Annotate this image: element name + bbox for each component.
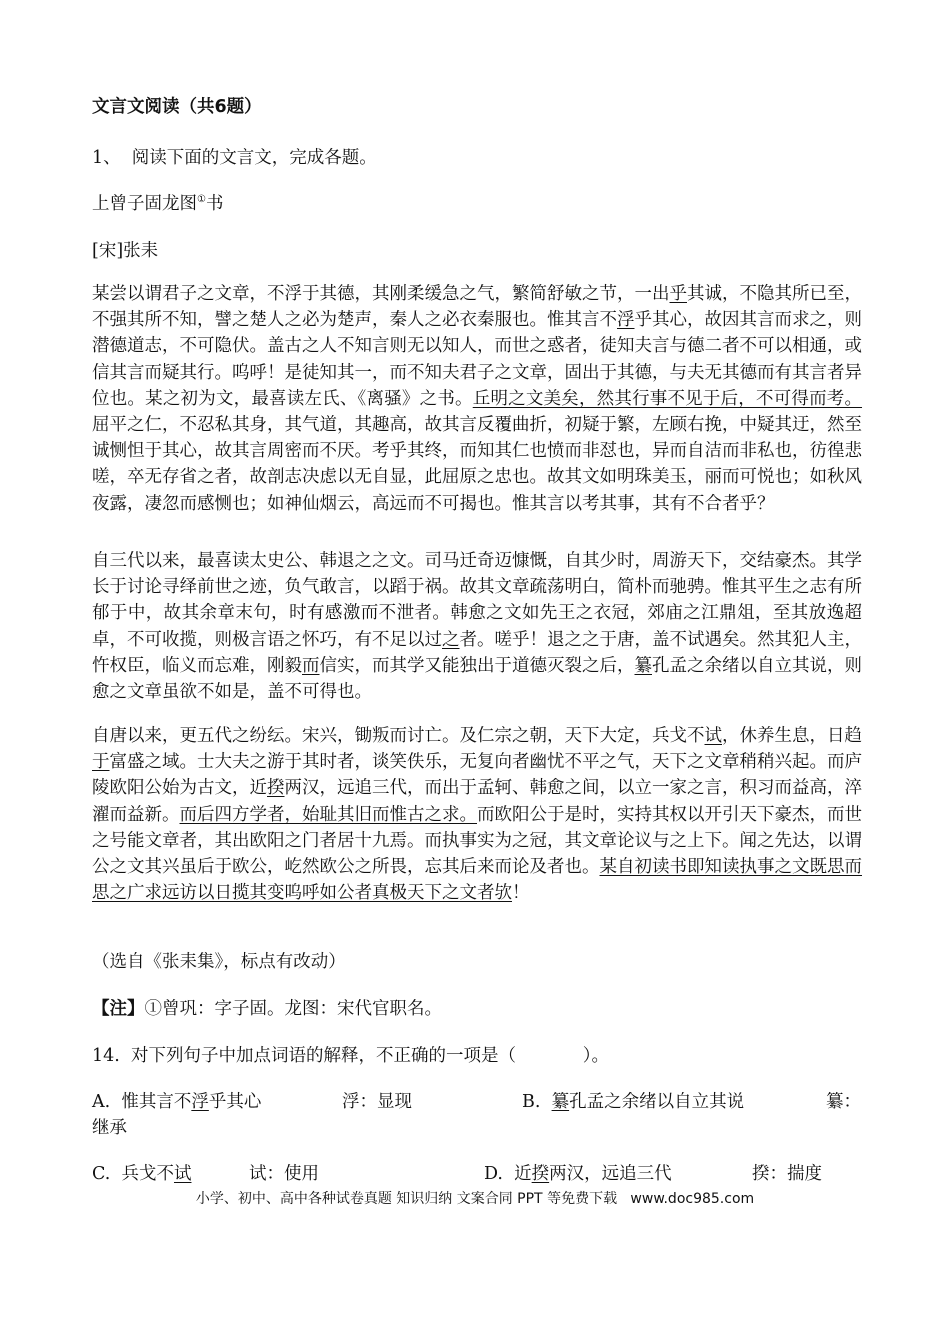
underlined-sentence: 而后四方学者，始耻其旧而惟古之求。: [179, 804, 477, 825]
text-run: 两汉，远追三代: [549, 1164, 672, 1184]
dotted-word: 浮: [191, 1092, 209, 1112]
dotted-word: 纂: [551, 1092, 570, 1112]
option-c: [92, 1160, 191, 1185]
text-run: 孔孟之余绪以自立其说: [569, 1092, 745, 1112]
option-label: D.: [484, 1164, 503, 1184]
text-run: 自三代以来，最喜读太史公、韩退之之文。司马迁奇迈慷慨，自其少时，周游天下，交结豪杰。其学长于讨论寻绎前世之迹，负气敢言，以蹈于祸。故其文章疏荡明白，简朴而驰骋。惟其平生之志有所郁于中，故其余章末句，时有感激而不泄者。韩愈之文如先王之衣冠，郊庙之江鼎俎，至其放逸超卓，不可收揽，则极言语之怀巧，有不足以过: [92, 551, 862, 650]
option-a: [92, 1088, 261, 1113]
option-a-gloss: 浮：显现: [342, 1092, 412, 1112]
underlined-sentence: 某自初读书即知读执事之文既思而思之广求远访以日揽其变呜呼如公者真极天下之文者欤: [92, 857, 862, 904]
essay-paragraph-2: [92, 548, 862, 705]
dotted-word: 揆: [531, 1164, 550, 1184]
text-run: 屈平之仁，不忍私其身，其气道，其趣高，故其言反覆曲折，初疑于繁，左顾右挽，中疑其迂，然至诚恻怛于其心，故其言周密而不厌。考乎其终，而知其仁也愤而非怼也，异而自洁而非私也，彷徨悲嗟，卒无存省之者，故剖志决虑以无自显，此屈原之忠也。故其文如明珠美玉，丽而可悦也；如秋风夜露，凄忽而感恻也；如神仙烟云，高远而不可揭也。惟其言以考其事，其有不合者乎？: [92, 415, 862, 514]
dotted-word: 浮: [617, 310, 635, 331]
dotted-word: 而: [302, 655, 320, 676]
dotted-word: 于: [92, 752, 110, 773]
footnote-mark: ①: [197, 194, 206, 206]
options-row-ab: [92, 1088, 862, 1114]
option-label: A.: [92, 1092, 111, 1112]
option-label: C.: [92, 1164, 111, 1184]
text-run: 兵戈不: [121, 1164, 174, 1184]
page-footer: 小学、初中、高中各种试卷真题 知识归纳 文案合同 PPT 等免费下载 www.doc985.com: [195, 1191, 755, 1207]
essay-title: [92, 190, 862, 215]
text-run: 乎其心，故因其言而求之，则潜德道志，不可隐伏。盖古之人不知言则无以知人，而世之惑者，徒知夫言与德二者不可以相通，或信其言而疑其行。呜呼！是徒知其一，而不知夫君子之文章，固出于其德，与夫无其德而有其言者异位也。某之初为文，最喜读左氏、《离骚》之书。: [92, 310, 862, 409]
dotted-word: 纂: [634, 655, 652, 676]
text-run: 两汉，远追三代，而出于孟轲、韩愈之间，以立一家之言，积习而益高，淬濯而益新。: [92, 778, 862, 825]
dotted-word: 之: [442, 629, 460, 650]
option-c-gloss: 试：使用: [249, 1164, 319, 1184]
text-run: 继承: [92, 1118, 127, 1138]
text-run: 某尝以谓君子之文章，不浮于其德，其刚柔缓急之气，繁简舒敏之节，一出: [92, 284, 670, 304]
section-title: 文言文阅读（共6题）: [92, 97, 262, 117]
dotted-word: 试: [704, 726, 722, 746]
footnote: [92, 995, 862, 1020]
text-run: 者。嗟乎！退之之于唐，盖不试遇矣。然其犯人主，忤权臣，临义而忘难，刚毅: [92, 629, 862, 676]
option-d: [484, 1160, 672, 1185]
essay-source: （选自《张耒集》，标点有改动）: [92, 952, 346, 972]
footnote-label: 【注】: [92, 999, 145, 1019]
text-run: ！: [512, 883, 530, 904]
text-run: 信实，而其学又能独出于道德灭裂之后，: [319, 655, 635, 676]
essay-author: [宋]张耒: [92, 241, 159, 261]
essay-paragraph-1: [92, 281, 862, 517]
dotted-word: 试: [173, 1164, 192, 1184]
text-run: 孔孟之余绪以自立其说，则愈之文章虽欲不如是，盖不可得也。: [92, 655, 862, 703]
text-run: 而欧阳公于是时，实持其权以开引天下豪杰，而世之号能文章者，其出欧阳之门者居十九焉。而执事实为之冠，其文章论议与之上下。闻之先达，以谓公之文其兴虽后于欧公，屹然欧公之所畏，忘其后来而论及者也。: [92, 804, 862, 878]
dotted-word: 乎: [669, 284, 687, 304]
option-b-gloss-continued: [92, 1114, 862, 1140]
essay-paragraph-3: [92, 723, 862, 906]
options-row-cd: [92, 1160, 862, 1186]
question-14-stem: 14. 对下列句子中加点词语的解释，不正确的一项是（ ）。: [92, 1046, 609, 1066]
text-run: 乎其心: [208, 1092, 262, 1112]
text-run: ，休养生息，日趋: [722, 726, 862, 746]
footnote-text: ①曾巩：字子固。龙图：宋代官职名。: [144, 999, 442, 1019]
text-run: 惟其言不: [121, 1092, 192, 1112]
dotted-word: 揆: [267, 778, 285, 799]
question-intro: 1、 阅读下面的文言文，完成各题。: [92, 148, 377, 168]
text-run: 其诚，不隐其所已至，不强其所不知，譬之楚人之必为楚声，秦人之必衣秦服也。惟其言不: [92, 284, 862, 331]
text-run: 富盛之域。士大夫之游于其时者，谈笑佚乐，无复向者幽忧不平之气，天下之文章稍稍兴起。而庐陵欧阳公始为古文，近: [92, 752, 862, 799]
text-run: 自唐以来，更五代之纷纭。宋兴，锄叛而讨亡。及仁宗之朝，天下大定，兵戈不: [92, 726, 705, 746]
essay-title-main: 上曾子固龙图: [92, 194, 197, 214]
option-b-gloss-start: 纂：: [826, 1092, 861, 1112]
text-run: 近: [514, 1164, 532, 1184]
underlined-sentence: 丘明之文美矣，然其行事不见于后，不可得而考。: [472, 388, 863, 409]
essay-title-end: 书: [205, 194, 224, 214]
option-label: B.: [522, 1092, 541, 1112]
option-d-gloss: 揆：揣度: [752, 1164, 822, 1184]
option-b: [522, 1088, 744, 1113]
